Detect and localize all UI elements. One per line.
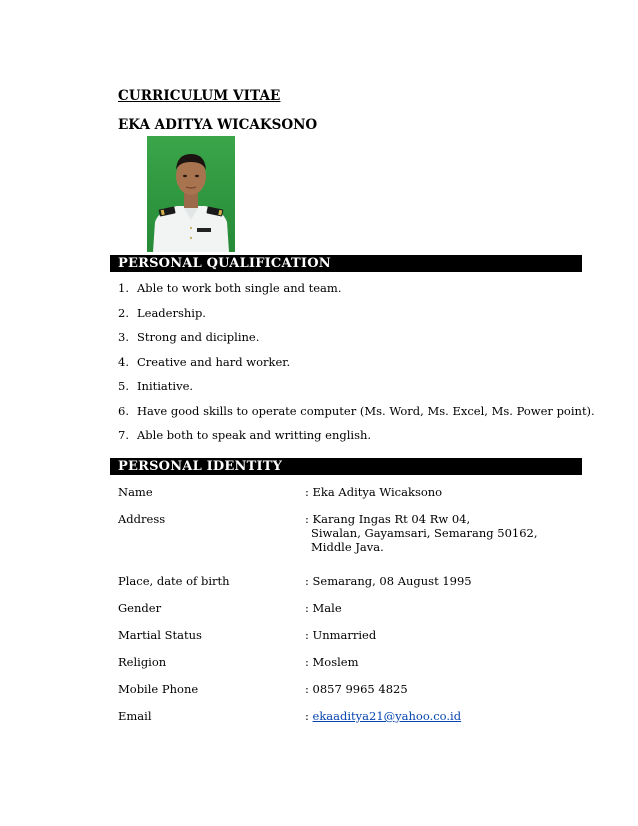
qualification-item-number: 1.	[118, 281, 129, 295]
identity-value	[305, 574, 472, 588]
qualification-item-number: 3.	[118, 330, 129, 344]
qualification-item-text: Creative and hard worker.	[137, 354, 291, 369]
identity-value	[305, 601, 342, 615]
document-title: CURRICULUM VITAE	[118, 88, 281, 104]
qualification-item-number: 2.	[118, 305, 129, 320]
identity-value	[305, 709, 461, 723]
profile-photo-illustration	[147, 136, 235, 252]
identity-value	[305, 655, 359, 669]
qualification-item-number: 6.	[118, 403, 129, 418]
qualification-item-number: 5.	[118, 379, 129, 393]
identity-label: Mobile Phone	[118, 682, 199, 696]
qualification-item-text: Initiative.	[137, 379, 194, 393]
email-link[interactable]: ekaaditya21@yahoo.co.id	[312, 709, 462, 723]
identity-label: Email	[118, 709, 152, 723]
identity-value	[305, 682, 408, 696]
qualification-item-text: Able to work both single and team.	[137, 281, 342, 295]
section-bar-personal-identity	[110, 458, 582, 475]
section-bar-personal-qualification	[110, 255, 582, 272]
identity-value-line: : Moslem	[305, 655, 359, 669]
identity-value-prefix: :	[305, 709, 313, 723]
qualification-item-text: Have good skills to operate computer (Ms. Word, Ms. Excel, Ms. Power point).	[137, 403, 595, 418]
identity-value-line: Siwalan, Gayamsari, Semarang 50162,	[311, 526, 538, 540]
qualification-item	[118, 379, 595, 404]
identity-value	[305, 512, 538, 554]
identity-value-line: Middle Java.	[311, 540, 384, 554]
qualification-item	[118, 404, 595, 429]
identity-value-line: : 0857 9965 4825	[305, 682, 408, 696]
qualification-list	[118, 281, 595, 453]
identity-label: Name	[118, 485, 153, 499]
qualification-item-number: 7.	[118, 428, 129, 442]
identity-label: Address	[118, 512, 166, 526]
qualification-item	[118, 428, 595, 453]
qualification-item-text: Able both to speak and writting english.	[137, 428, 372, 442]
identity-value-line: : Unmarried	[305, 628, 377, 642]
qualification-item-number: 4.	[118, 354, 129, 369]
identity-label: Religion	[118, 655, 167, 669]
qualification-item	[118, 355, 595, 380]
section-heading-personal-qualification: PERSONAL QUALIFICATION	[110, 255, 339, 272]
identity-value-line: : Karang Ingas Rt 04 Rw 04,	[305, 512, 471, 526]
qualification-item-text: Leadership.	[137, 305, 206, 320]
section-heading-personal-identity: PERSONAL IDENTITY	[110, 458, 290, 475]
profile-photo	[147, 136, 235, 252]
identity-value	[305, 485, 442, 499]
identity-label: Martial Status	[118, 628, 202, 642]
identity-value-line: : Eka Aditya Wicaksono	[305, 485, 443, 499]
qualification-item	[118, 306, 595, 331]
qualification-item	[118, 281, 595, 306]
identity-value	[305, 628, 376, 642]
qualification-item-text: Strong and dicipline.	[137, 330, 260, 344]
identity-value-line: : Semarang, 08 August 1995	[305, 574, 472, 588]
candidate-name: EKA ADITYA WICAKSONO	[118, 117, 318, 133]
identity-label: Place, date of birth	[118, 574, 230, 588]
identity-value-line: : Male	[305, 601, 342, 615]
qualification-item	[118, 330, 595, 355]
identity-label: Gender	[118, 601, 162, 615]
